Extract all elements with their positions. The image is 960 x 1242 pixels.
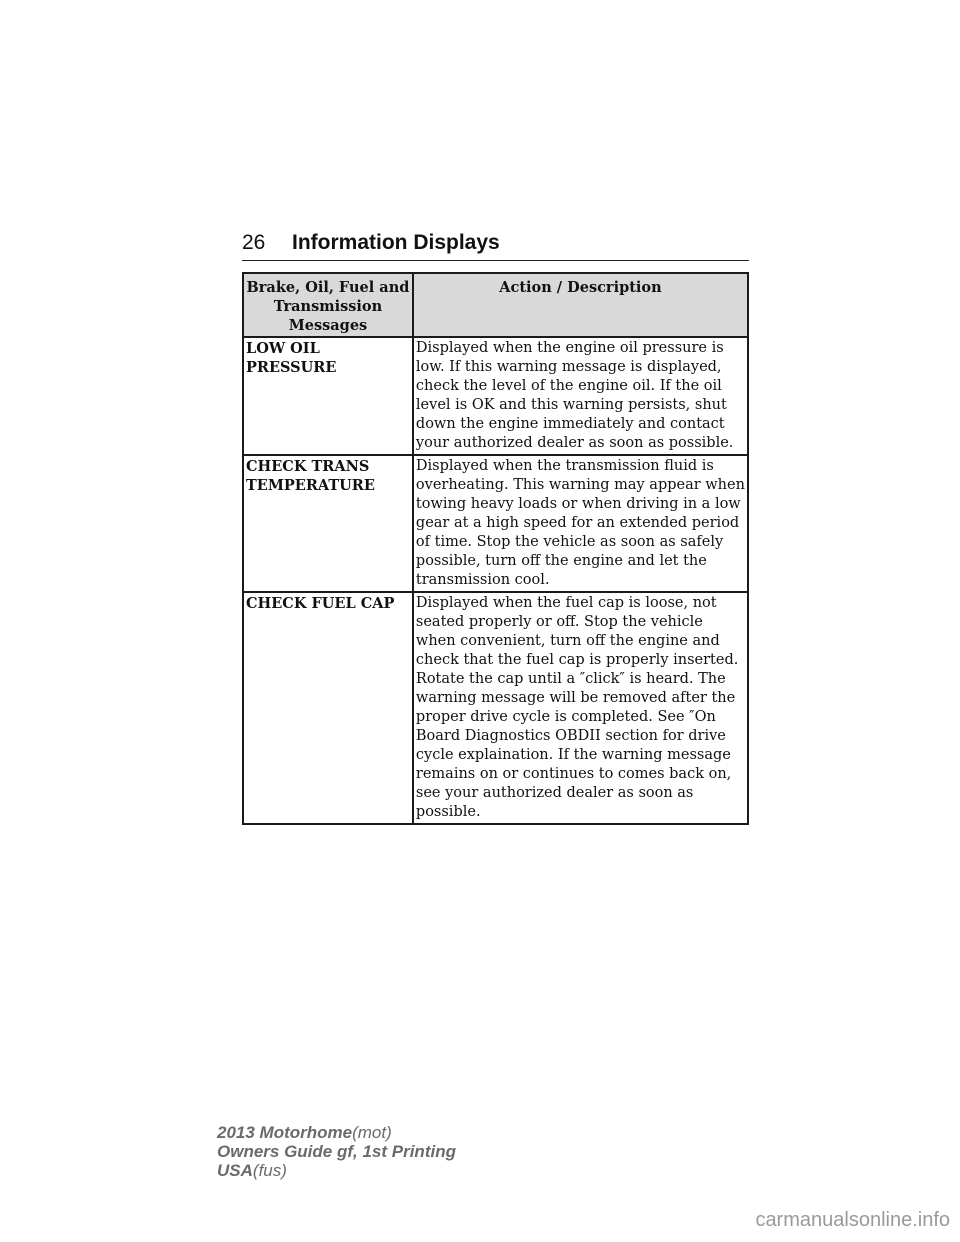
table-header-row (243, 273, 748, 337)
print-footer (217, 1123, 456, 1180)
watermark: carmanualsonline.info (755, 1209, 950, 1231)
footer-market: USA (217, 1161, 253, 1180)
message-description: Displayed when the transmission fluid is overheating. This warning may appear when towing heavy loads or when driving in a low gear at a high speed for an extended period of time. Stop the vehicle as soon as safely possible, turn off the engine and let the transmission cool. (413, 455, 748, 592)
footer-line-3 (217, 1161, 456, 1180)
message-description: Displayed when the engine oil pressure is low. If this warning message is displayed, check the level of the engine oil. If the oil level is OK and this warning persists, shut down the engine immediately and contact your authorized dealer as soon as possible. (413, 337, 748, 455)
message-name: LOW OIL PRESSURE (243, 337, 413, 455)
message-description: Displayed when the fuel cap is loose, not seated properly or off. Stop the vehicle when convenient, turn off the engine and check that the fuel cap is properly inserted. Rotate the cap until a ″click″ is heard. The warning message will be removed after the proper drive cycle is completed. See ″On Board Diagnostics OBDII section for drive cycle explaination. If the warning message remains on or continues to comes back on, see your authorized dealer as soon as possible. (413, 592, 748, 824)
footer-market-code: (fus) (252, 1161, 287, 1180)
page-header (242, 230, 749, 261)
column-header-messages: Brake, Oil, Fuel and Transmission Messages (243, 273, 413, 337)
messages-table (242, 272, 749, 825)
table-row (243, 455, 748, 592)
table-row (243, 592, 748, 824)
footer-model-code: (mot) (352, 1123, 392, 1142)
footer-line-1 (217, 1123, 456, 1142)
page-title: Information Displays (292, 231, 500, 254)
table-row (243, 337, 748, 455)
message-name: CHECK TRANS TEMPERATURE (243, 455, 413, 592)
footer-line-2: Owners Guide gf, 1st Printing (217, 1142, 456, 1161)
footer-model: 2013 Motorhome (217, 1123, 353, 1142)
page-number: 26 (242, 231, 266, 254)
column-header-description: Action / Description (413, 273, 748, 337)
message-name: CHECK FUEL CAP (243, 592, 413, 824)
